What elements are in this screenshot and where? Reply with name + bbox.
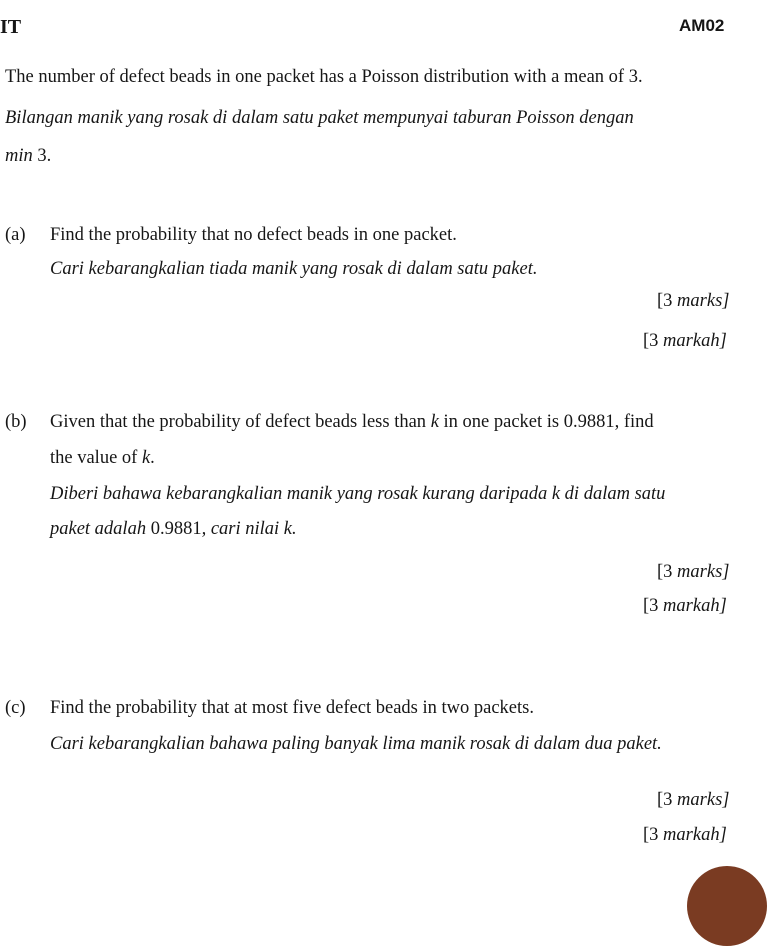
header-left-text: IT <box>0 16 22 38</box>
variable-k: k <box>141 448 151 468</box>
question-a-markah <box>643 332 727 351</box>
question-b-markah <box>643 597 727 616</box>
question-a-english: Find the probability that no defect beads in one packet. <box>50 225 457 245</box>
variable-k: k <box>430 412 439 432</box>
question-b-malay-before-number: paket adalah <box>50 519 151 539</box>
question-label-c: (c) <box>5 698 26 718</box>
question-a-marks-prefix: [3 <box>657 291 678 311</box>
question-b-text-before-k: Given that the probability of defect beads less than <box>50 412 431 432</box>
question-b-malay-line2 <box>50 520 297 539</box>
question-b-markah-word: markah] <box>663 596 727 616</box>
question-c-malay: Cari kebarangkalian bahawa paling banyak lima manik rosak di dalam dua paket. <box>50 734 662 754</box>
question-c-markah-prefix: [3 <box>643 825 664 845</box>
question-label-b: (b) <box>5 412 27 432</box>
question-b-probability-value: 0.9881 <box>150 519 202 539</box>
question-c-marks-word: marks] <box>677 790 730 810</box>
question-a-marks <box>657 292 729 311</box>
intro-malay-min: min <box>5 146 33 166</box>
question-b-english-line2 <box>50 449 155 468</box>
question-c-marks-prefix: [3 <box>657 790 678 810</box>
question-c-markah <box>643 826 727 845</box>
question-b-text-after-k: in one packet is 0.9881, find <box>438 412 654 432</box>
question-b-period: . <box>150 448 155 468</box>
corner-decoration <box>687 866 767 946</box>
question-c-english: Find the probability that at most five defect beads in two packets. <box>50 698 534 718</box>
question-b-marks-prefix: [3 <box>657 562 678 582</box>
question-b-markah-prefix: [3 <box>643 596 664 616</box>
question-label-a: (a) <box>5 225 26 245</box>
intro-malay-line1: Bilangan manik yang rosak di dalam satu paket mempunyai taburan Poisson dengan <box>5 108 634 128</box>
question-a-malay: Cari kebarangkalian tiada manik yang rosak di dalam satu paket. <box>50 259 538 279</box>
question-b-value-of-text: the value of <box>50 448 142 468</box>
paper-code: AM02 <box>679 16 725 35</box>
intro-malay-line2 <box>5 147 51 166</box>
question-b-marks <box>657 563 729 582</box>
intro-english: The number of defect beads in one packet has a Poisson distribution with a mean of 3. <box>5 67 643 87</box>
question-a-markah-prefix: [3 <box>643 331 664 351</box>
question-b-marks-word: marks] <box>677 562 730 582</box>
intro-malay-mean-value: 3. <box>37 146 52 166</box>
question-b-malay-after-number: , cari nilai k. <box>201 519 297 539</box>
question-b-english-line1 <box>50 413 654 432</box>
question-a-marks-word: marks] <box>677 291 730 311</box>
question-a-markah-word: markah] <box>663 331 727 351</box>
question-c-marks <box>657 791 729 810</box>
question-b-malay-line1: Diberi bahawa kebarangkalian manik yang rosak kurang daripada k di dalam satu <box>50 484 666 504</box>
question-c-markah-word: markah] <box>663 825 727 845</box>
